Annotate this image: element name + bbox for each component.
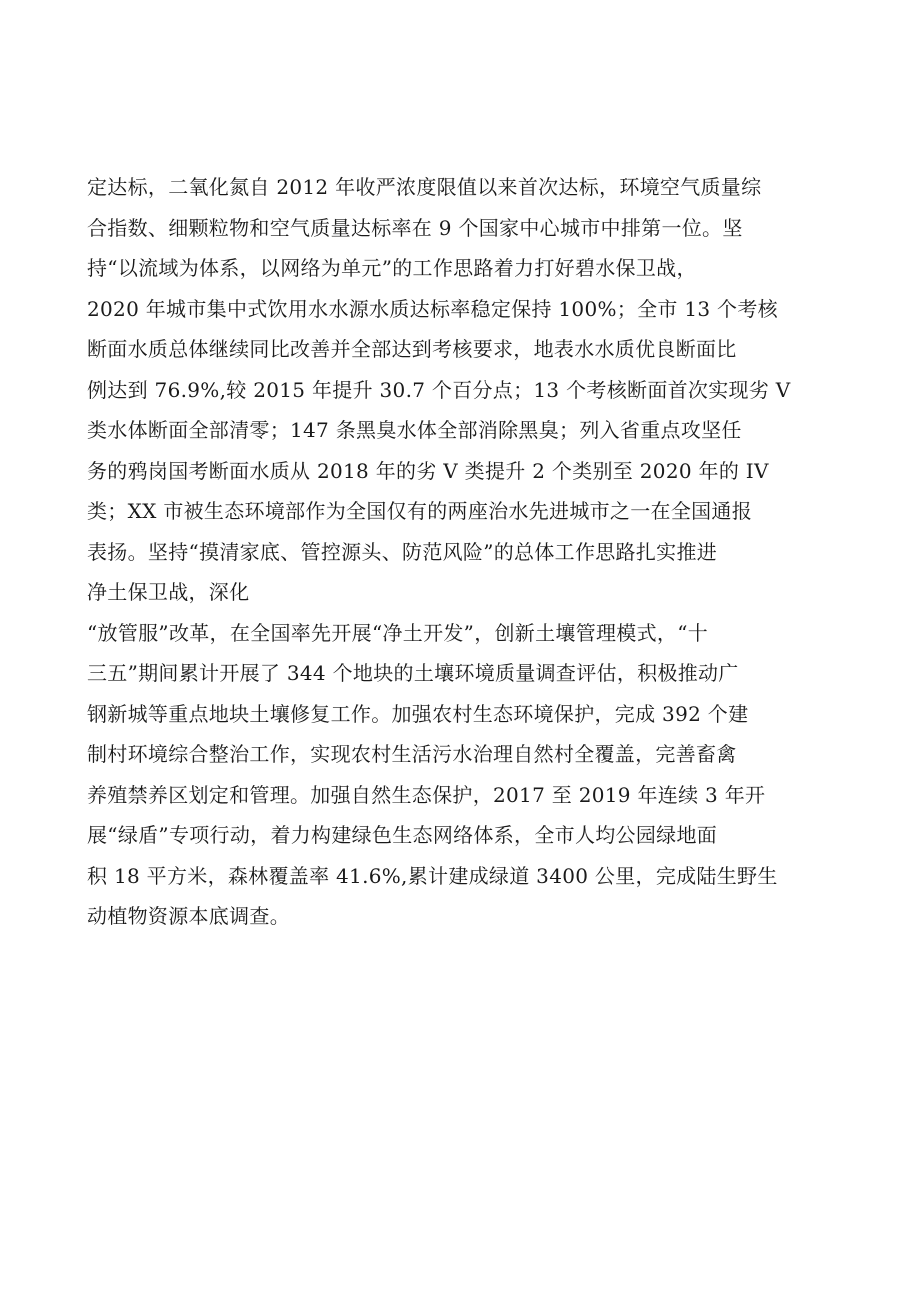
text-line: 钢新城等重点地块土壤修复工作。加强农村生态环境保护，完成 392 个建 — [87, 701, 749, 726]
text-line: 积 18 平方米，森林覆盖率 41.6%,累计建成绿道 3400 公里，完成陆生野生 — [87, 863, 778, 888]
text-line: 断面水质总体继续同比改善并全部达到考核要求，地表水水质优良断面比 — [87, 337, 737, 361]
text-line: 2020 年城市集中式饮用水水源水质达标率稳定保持 100%；全市 13 个考核 — [87, 296, 778, 321]
text-line: 类；XX 市被生态环境部作为全国仅有的两座治水先进城市之一在全国通报 — [87, 499, 753, 523]
text-line: 动植物资源本底调查。 — [87, 904, 290, 928]
text-line: 务的鸦岗国考断面水质从 2018 年的劣 V 类提升 2 个类别至 2020 年的 IV — [87, 458, 769, 483]
text-line: 表扬。坚持“摸清家底、管控源头、防范风险”的总体工作思路扎实推进 — [87, 539, 718, 564]
text-line: 三五”期间累计开展了 344 个地块的土壤环境质量调查评估，积极推动广 — [87, 661, 739, 685]
text-line: 类水体断面全部清零；147 条黑臭水体全部消除黑臭；列入省重点攻坚任 — [87, 418, 742, 442]
text-line: 持“以流域为体系，以网络为单元”的工作思路着力打好碧水保卫战， — [87, 256, 697, 280]
text-line: “放管服”改革，在全国率先开展“净土开发”，创新土壤管理模式，“十 — [87, 620, 709, 645]
body-paragraph — [87, 167, 847, 937]
text-line: 养殖禁养区划定和管理。加强自然生态保护，2017 至 2019 年连续 3 年开 — [87, 782, 766, 807]
text-line: 制村环境综合整治工作，实现农村生活污水治理自然村全覆盖，完善畜禽 — [87, 742, 737, 766]
text-line: 例达到 76.9%,较 2015 年提升 30.7 个百分点；13 个考核断面首次实现劣 V — [87, 377, 791, 402]
text-line: 定达标，二氧化氮自 2012 年收严浓度限值以来首次达标，环境空气质量综 — [87, 175, 762, 199]
text-line: 净土保卫战，深化 — [87, 580, 250, 604]
text-line: 合指数、细颗粒物和空气质量达标率在 9 个国家中心城市中排第一位。坚 — [87, 215, 743, 240]
text-line: 展“绿盾”专项行动，着力构建绿色生态网络体系，全市人均公园绿地面 — [87, 823, 718, 847]
